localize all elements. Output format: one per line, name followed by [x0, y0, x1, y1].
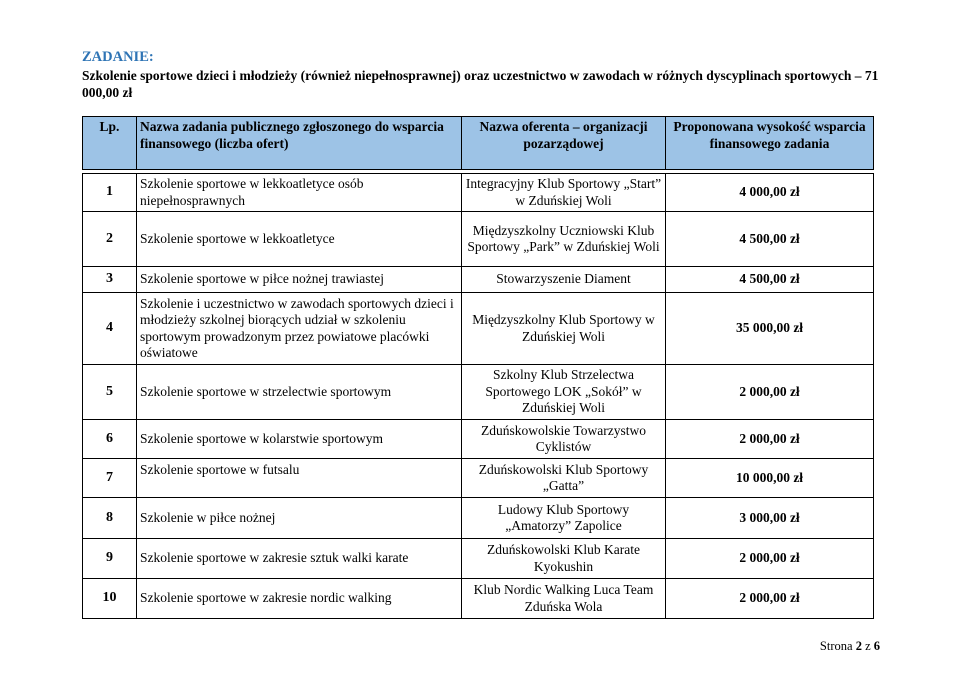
row-org: Integracyjny Klub Sportowy „Start” w Zduńskiej Woli: [462, 174, 666, 212]
footer-page-number: 2: [855, 639, 862, 653]
row-amount: 3 000,00 zł: [666, 498, 874, 539]
row-org: Zduńskowolski Klub Sportowy „Gatta”: [462, 459, 666, 498]
row-amount: 35 000,00 zł: [666, 293, 874, 365]
row-org: Zduńskowolski Klub Karate Kyokushin: [462, 539, 666, 579]
row-task: Szkolenie w piłce nożnej: [137, 498, 462, 539]
row-number: 10: [83, 579, 137, 619]
row-task: Szkolenie sportowe w zakresie nordic walking: [137, 579, 462, 619]
table-row: [83, 212, 874, 267]
row-task: Szkolenie sportowe w lekkoatletyce osób niepełnosprawnych: [137, 174, 462, 212]
footer-total-pages: 6: [873, 639, 880, 653]
heading-text: Szkolenie sportowe dzieci i młodzieży (również niepełnosprawnej) oraz uczestnictwo w zawodach w różnych dyscyplinach sportowych – 71 000,00 zł: [82, 68, 879, 100]
row-amount: 4 500,00 zł: [666, 212, 874, 267]
table-row: [83, 539, 874, 579]
row-number: 1: [83, 174, 137, 212]
row-task: Szkolenie sportowe w lekkoatletyce: [137, 212, 462, 267]
table-row: [83, 293, 874, 365]
page-footer: [780, 639, 880, 654]
row-amount: 4 500,00 zł: [666, 267, 874, 293]
row-amount: 10 000,00 zł: [666, 459, 874, 498]
row-org: Międzyszkolny Klub Sportowy w Zduńskiej Woli: [462, 293, 666, 365]
table-row: [83, 174, 874, 212]
row-task: Szkolenie i uczestnictwo w zawodach sportowych dzieci i młodzieży szkolnej biorących udział w szkoleniu sportowym prowadzonym przez powiatowe placówki oświatowe: [137, 293, 462, 365]
header-task: Nazwa zadania publicznego zgłoszonego do wsparcia finansowego (liczba ofert): [137, 117, 462, 170]
row-amount: 2 000,00 zł: [666, 420, 874, 459]
table-row: [83, 420, 874, 459]
row-number: 8: [83, 498, 137, 539]
row-amount: 2 000,00 zł: [666, 365, 874, 420]
offers-table: [82, 116, 874, 619]
row-org: Stowarzyszenie Diament: [462, 267, 666, 293]
task-heading: [82, 49, 882, 101]
row-org: Międzyszkolny Uczniowski Klub Sportowy „Park” w Zduńskiej Woli: [462, 212, 666, 267]
row-org: Zduńskowolskie Towarzystwo Cyklistów: [462, 420, 666, 459]
table-row: [83, 365, 874, 420]
header-amount: Proponowana wysokość wsparcia finansowego zadania: [666, 117, 874, 170]
row-task: Szkolenie sportowe w strzelectwie sportowym: [137, 365, 462, 420]
table-row: [83, 579, 874, 619]
row-number: 6: [83, 420, 137, 459]
row-org: Ludowy Klub Sportowy „Amatorzy” Zapolice: [462, 498, 666, 539]
row-number: 7: [83, 459, 137, 498]
footer-separator: z: [865, 639, 871, 653]
row-org: Klub Nordic Walking Luca Team Zduńska Wola: [462, 579, 666, 619]
row-amount: 4 000,00 zł: [666, 174, 874, 212]
table-row: [83, 498, 874, 539]
row-number: 5: [83, 365, 137, 420]
table-row: [83, 459, 874, 498]
row-task: Szkolenie sportowe w futsalu: [137, 459, 462, 498]
table-row: [83, 267, 874, 293]
table-header-row: [83, 117, 874, 170]
header-lp: Lp.: [83, 117, 137, 170]
row-number: 9: [83, 539, 137, 579]
row-task: Szkolenie sportowe w piłce nożnej trawiastej: [137, 267, 462, 293]
footer-prefix: Strona: [819, 639, 853, 653]
row-task: Szkolenie sportowe w zakresie sztuk walki karate: [137, 539, 462, 579]
row-number: 4: [83, 293, 137, 365]
row-org: Szkolny Klub Strzelectwa Sportowego LOK „Sokół” w Zduńskiej Woli: [462, 365, 666, 420]
row-amount: 2 000,00 zł: [666, 579, 874, 619]
row-amount: 2 000,00 zł: [666, 539, 874, 579]
row-number: 3: [83, 267, 137, 293]
heading-label: ZADANIE:: [82, 49, 154, 65]
header-org: Nazwa oferenta – organizacji pozarządowej: [462, 117, 666, 170]
row-number: 2: [83, 212, 137, 267]
row-task: Szkolenie sportowe w kolarstwie sportowym: [137, 420, 462, 459]
